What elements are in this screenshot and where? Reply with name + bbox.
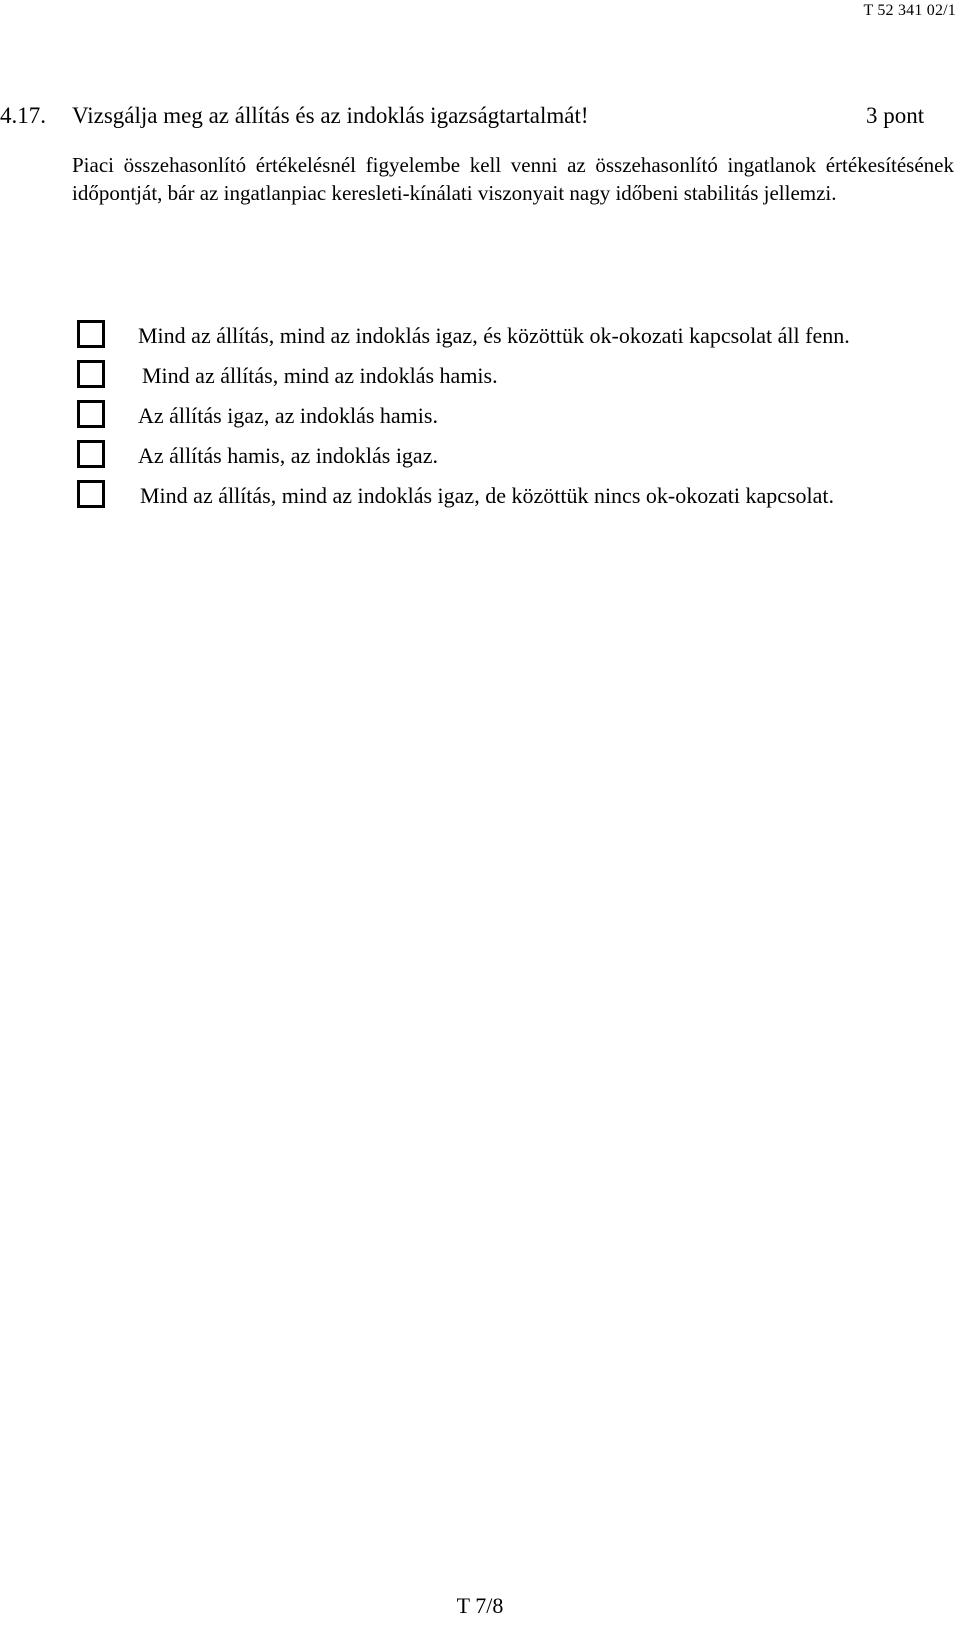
answer-option-label: Az állítás hamis, az indoklás igaz. bbox=[138, 443, 438, 468]
question-prompt: Vizsgálja meg az állítás és az indoklás igazságtartalmát! bbox=[72, 103, 589, 128]
answer-option-label: Az állítás igaz, az indoklás hamis. bbox=[138, 403, 438, 428]
answer-options bbox=[72, 318, 960, 518]
answer-option-label: Mind az állítás, mind az indoklás igaz, és közöttük ok-okozati kapcsolat áll fenn. bbox=[138, 323, 850, 348]
answer-option[interactable] bbox=[72, 398, 960, 438]
checkbox-icon[interactable] bbox=[77, 360, 105, 388]
answer-option[interactable] bbox=[72, 358, 960, 398]
document-code: T 52 341 02/1 bbox=[863, 2, 956, 19]
question-points: 3 pont bbox=[866, 103, 925, 128]
answer-option[interactable] bbox=[72, 478, 960, 518]
checkbox-icon[interactable] bbox=[77, 440, 105, 468]
checkbox-icon[interactable] bbox=[77, 480, 105, 508]
answer-option[interactable] bbox=[72, 318, 960, 358]
question-statement: Piaci összehasonlító értékelésnél figyelembe kell venni az összehasonlító ingatlanok értékesítésének időpontját, bár az ingatlanpiac keresleti-kínálati viszonyait nagy időbeni stabilitás jellemzi. bbox=[72, 153, 954, 205]
answer-option[interactable] bbox=[72, 438, 960, 478]
checkbox-icon[interactable] bbox=[77, 400, 105, 428]
question-number: 4.17. bbox=[0, 103, 46, 128]
checkbox-icon[interactable] bbox=[77, 320, 105, 348]
page-number: T 7/8 bbox=[456, 1593, 504, 1618]
answer-option-label: Mind az állítás, mind az indoklás hamis. bbox=[142, 363, 498, 388]
answer-option-label: Mind az állítás, mind az indoklás igaz, de közöttük nincs ok-okozati kapcsolat. bbox=[140, 483, 835, 508]
